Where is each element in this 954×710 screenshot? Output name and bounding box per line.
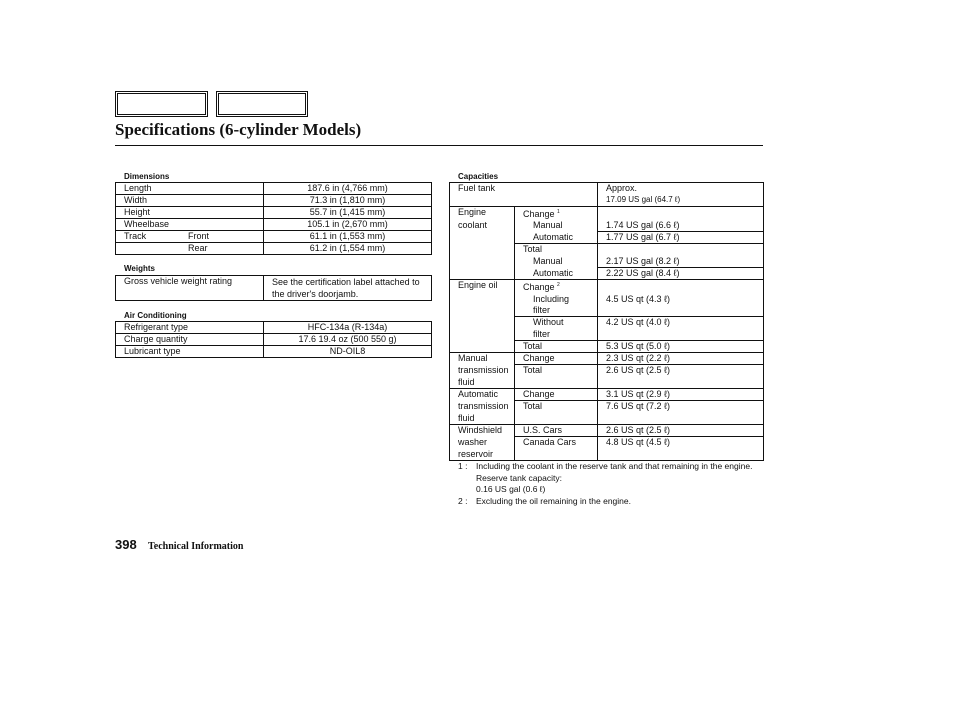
page-title: Specifications (6-cylinder Models) [115,120,362,139]
weights-table [115,275,432,301]
footnotes [458,461,766,507]
table-row: Engine Change $^1$ [450,206,764,220]
table-row: Automatic Change 3.1 US qt (2.9 ℓ) [450,389,764,401]
ac-label: Air Conditioning [124,311,187,320]
capacities-label: Capacities [458,172,499,181]
table-row: Height 55.7 in (1,415 mm) [116,207,432,219]
table-row: Without 4.2 US qt (4.0 ℓ) [450,317,764,329]
table-row: coolant Manual 1.74 US gal (6.6 ℓ) [450,220,764,232]
table-row: Including 4.5 US qt (4.3 ℓ) [450,294,764,305]
table-row: Width 71.3 in (1,810 mm) [116,195,432,207]
table-row: Rear 61.2 in (1,554 mm) [116,243,432,255]
table-row: Refrigerant type HFC-134a (R-134a) [116,322,432,334]
table-row: Track Front 61.1 in (1,553 mm) [116,231,432,243]
ac-table [115,321,432,358]
table-row: transmission Total 7.6 US qt (7.2 ℓ) [450,401,764,413]
table-row: 17.09 US gal (64.7 ℓ) [450,194,764,206]
dimensions-table [115,182,432,255]
table-row: Engine oil Change $^2$ [450,280,764,294]
table-row: fluid [450,413,764,425]
table-row: Wheelbase 105.1 in (2,670 mm) [116,219,432,231]
footnote-1: 1 : Including the coolant in the reserve tank and that remaining in the engine. Reserve tank capacity: 0.16 US gal (0.6 ℓ) [458,461,753,494]
table-row: Length 187.6 in (4,766 mm) [116,183,432,195]
table-row: Lubricant type ND-OIL8 [116,346,432,358]
table-row: Total 5.3 US qt (5.0 ℓ) [450,340,764,352]
table-row: Windshield U.S. Cars 2.6 US qt (2.5 ℓ) [450,424,764,436]
capacities-table [449,182,764,461]
table-row: Automatic 2.22 US gal (8.4 ℓ) [450,268,764,280]
table-row: Gross vehicle weight rating See the certification label attached to the driver's doorjamb. [116,276,432,301]
page-number: 398 [115,537,137,552]
table-row: Total [450,244,764,256]
title-rule [115,145,763,146]
table-row: filter [450,329,764,341]
nav-button-left[interactable] [115,91,208,117]
table-row: Automatic 1.77 US gal (6.7 ℓ) [450,232,764,244]
table-row: reservoir [450,449,764,461]
table-row: fluid [450,377,764,389]
table-row: washer Canada Cars 4.8 US qt (4.5 ℓ) [450,437,764,449]
table-row: Fuel tank Approx. [450,183,764,195]
dimensions-label: Dimensions [124,172,170,181]
section-name: Technical Information [148,541,244,552]
weights-label: Weights [124,264,155,273]
table-row: Charge quantity 17.6 19.4 oz (500 550 g) [116,334,432,346]
table-row: filter [450,305,764,317]
footnote-2: 2 : Excluding the oil remaining in the engine. [458,495,631,506]
table-row: Manual 2.17 US gal (8.2 ℓ) [450,256,764,268]
nav-button-right[interactable] [216,91,308,117]
table-row: Manual Change 2.3 US qt (2.2 ℓ) [450,353,764,365]
table-row: transmission Total 2.6 US qt (2.5 ℓ) [450,365,764,377]
